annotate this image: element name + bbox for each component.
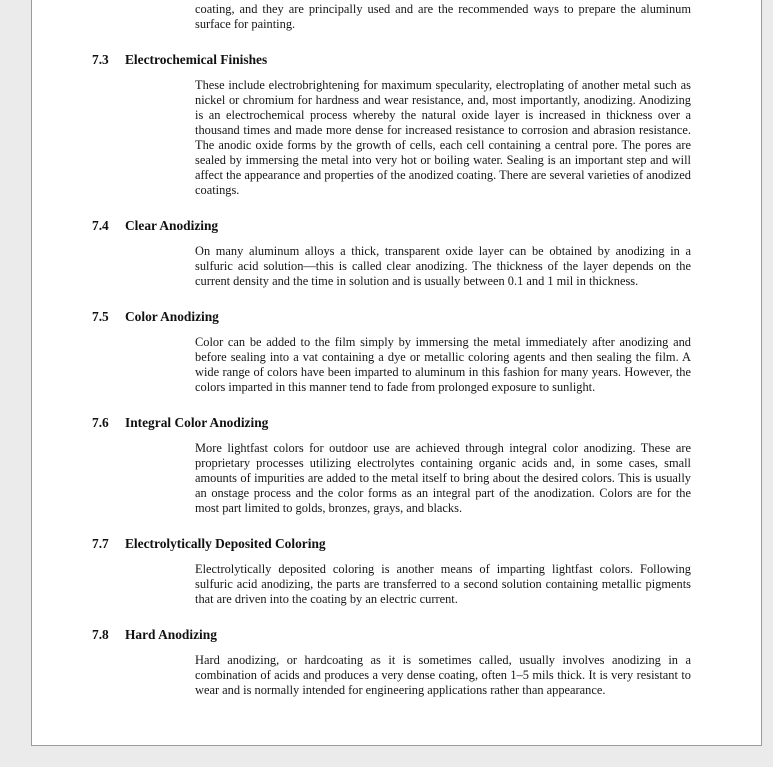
section-electrochemical-finishes [32,51,761,198]
section-body: Hard anodizing, or hardcoating as it is sometimes called, usually involves anodizing in a combination of acids and produces a very dense coating, often 1–5 mils thick. It is very resistant to wear and is normally intended for engineering applications rather than appearance. [195,653,691,697]
section-integral-color-anodizing [32,414,761,516]
section-title: Clear Anodizing [125,218,219,233]
section-heading [92,217,761,234]
section-title: Integral Color Anodizing [125,415,269,430]
section-heading [92,414,761,431]
section-number: 7.5 [92,309,109,324]
section-body: On many aluminum alloys a thick, transparent oxide layer can be obtained by anodizing in a sulfuric acid solution—this is called clear anodizing. The thickness of the layer depends on the current density and the time in solution and is usually between 0.1 and 1 mil in thickness. [195,244,691,288]
section-title: Color Anodizing [125,309,219,324]
section-body: Color can be added to the film simply by immersing the metal immediately after anodizing and before sealing into a vat containing a dye or metallic coloring agents and then sealing the film. A wide range of colors have been imparted to aluminum in this fashion for many years. However, the colors imparted in this manner tend to fade from prolonged exposure to sunlight. [195,335,691,394]
section-number: 7.8 [92,627,109,642]
section-number: 7.3 [92,52,109,67]
continuation-paragraph: coating, and they are principally used and are the recommended ways to prepare the aluminum surface for painting. [195,2,691,31]
section-title: Hard Anodizing [125,627,217,642]
section-heading [92,308,761,325]
section-title: Electrochemical Finishes [125,52,268,67]
page-content [32,0,761,698]
section-body: Electrolytically deposited coloring is another means of imparting lightfast colors. Following sulfuric acid anodizing, the parts are transferred to a second solution containing metallic pigments that are driven into the coating by an electric current. [195,562,691,606]
section-heading [92,535,761,552]
section-heading [92,51,761,68]
section-heading [92,626,761,643]
document-page [31,0,762,746]
section-title: Electrolytically Deposited Coloring [125,536,326,551]
section-clear-anodizing [32,217,761,289]
section-number: 7.7 [92,536,109,551]
section-electrolytically-deposited-coloring [32,535,761,607]
section-body: These include electrobrightening for maximum specularity, electroplating of another metal such as nickel or chromium for hardness and wear resistance, and, most importantly, anodizing. Anodizing is an electrochemical process whereby the natural oxide layer is increased in thickness over a thousand times and made more dense for increased resistance to corrosion and abrasion resistance. The anodic oxide forms by the growth of cells, each cell containing a central pore. The pores are sealed by immersing the metal into very hot or boiling water. Sealing is an important step and will affect the appearance and properties of the anodized coating. There are several varieties of anodized coatings. [195,78,691,197]
section-number: 7.4 [92,218,109,233]
section-body: More lightfast colors for outdoor use are achieved through integral color anodizing. These are proprietary processes utilizing electrolytes containing organic acids and, in some cases, small amounts of impurities are added to the metal itself to bring about the desired colors. This is usually an onstage process and the color forms as an integral part of the anodization. Colors are for the most part limited to golds, bronzes, grays, and blacks. [195,441,691,515]
section-hard-anodizing [32,626,761,698]
section-number: 7.6 [92,415,109,430]
section-color-anodizing [32,308,761,395]
